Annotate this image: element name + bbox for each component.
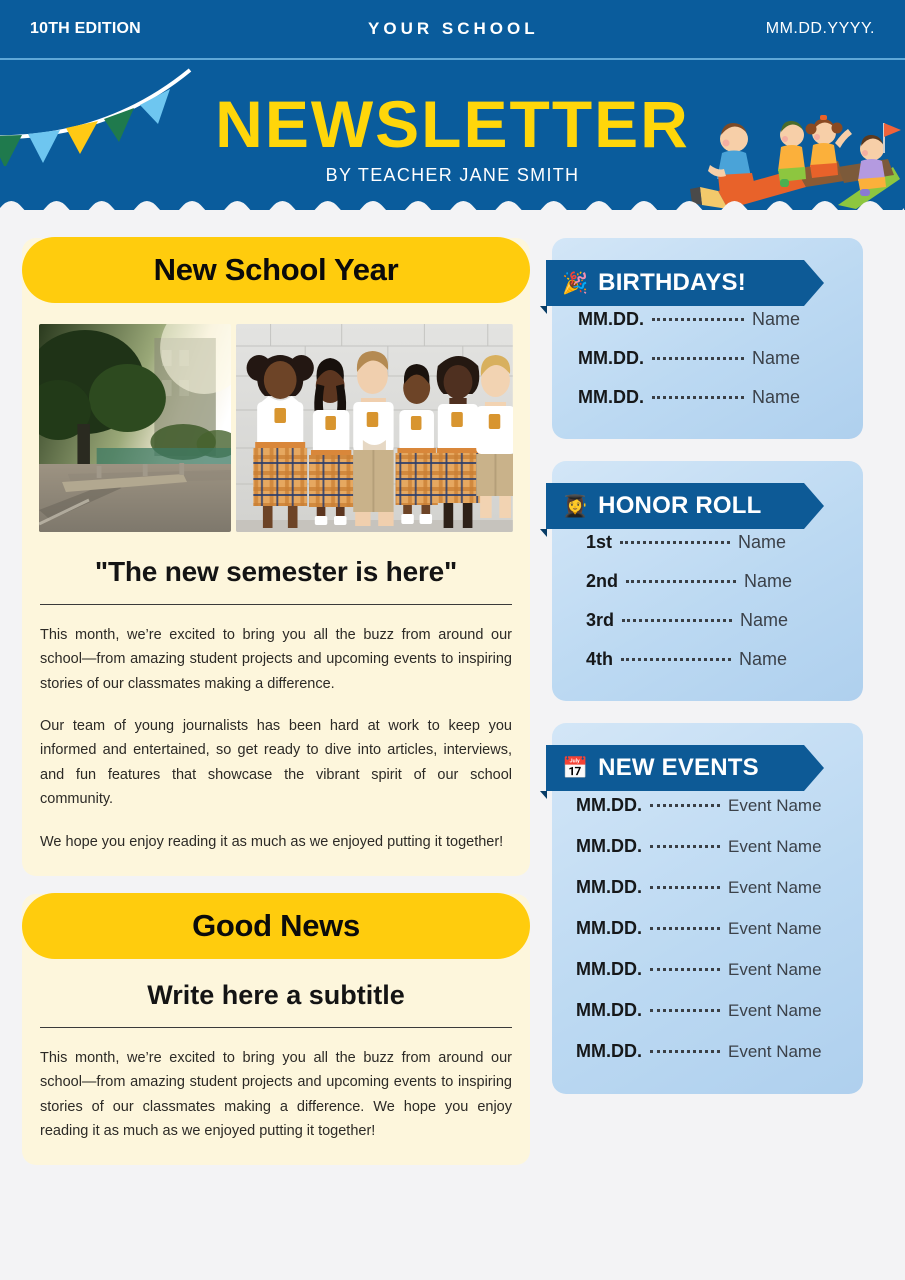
ribbon-fold-shape	[540, 529, 547, 537]
article-paragraph: Our team of young journalists has been hard at work to keep you informed and entertained, so get ready to dive into articles, interviews, and fun features that showcase the vibrant spirit of our school community.	[40, 718, 512, 808]
list-item[interactable]	[576, 908, 845, 949]
leader-dots	[650, 845, 720, 848]
newsletter-title: NEWSLETTER	[215, 86, 690, 161]
article-pill-header	[22, 237, 530, 303]
wave-divider	[0, 192, 905, 226]
article-title: Good News	[192, 907, 360, 943]
ribbon-fold-shape	[540, 791, 547, 799]
calendar-icon: 📅	[562, 756, 589, 780]
party-popper-icon: 🎉	[562, 271, 589, 295]
top-bar	[0, 0, 905, 60]
article-good-news	[22, 894, 530, 1165]
article-pill-header	[22, 893, 530, 959]
event-date: MM.DD.	[576, 918, 642, 938]
list-item[interactable]	[576, 949, 845, 990]
leader-dots	[626, 580, 736, 583]
event-date: MM.DD.	[576, 1000, 642, 1020]
leader-dots	[621, 658, 731, 661]
leader-dots	[650, 804, 720, 807]
birthday-date: MM.DD.	[578, 309, 644, 329]
leader-dots	[650, 886, 720, 889]
newsletter-byline: BY TEACHER JANE SMITH	[325, 164, 580, 185]
honor-roll-title: HONOR ROLL	[598, 492, 762, 519]
leader-dots	[650, 1009, 720, 1012]
leader-dots	[652, 318, 744, 321]
student-icon: 👩‍🎓	[562, 494, 589, 518]
leader-dots	[650, 927, 720, 930]
event-name: Event Name	[728, 796, 822, 815]
birthday-date: MM.DD.	[578, 387, 644, 407]
list-item[interactable]	[576, 1031, 845, 1072]
edition-label: 10TH EDITION	[30, 20, 141, 37]
honor-name: Name	[740, 610, 789, 630]
birthday-date: MM.DD.	[578, 348, 644, 368]
honor-roll-list	[552, 523, 863, 679]
event-name: Event Name	[728, 878, 822, 897]
left-column	[22, 238, 530, 1280]
new-events-title: NEW EVENTS	[598, 754, 759, 781]
honor-name: Name	[739, 649, 788, 669]
new-events-card	[552, 723, 863, 1094]
birthday-name: Name	[752, 387, 801, 407]
ribbon-arrow-shape	[804, 745, 824, 791]
honor-roll-card	[552, 461, 863, 701]
honor-rank: 4th	[586, 649, 613, 669]
list-item[interactable]	[576, 990, 845, 1031]
article-new-school-year	[22, 238, 530, 876]
ribbon-fold-shape	[540, 306, 547, 314]
schoolyard-photo	[39, 324, 231, 532]
honor-name: Name	[738, 532, 787, 552]
leader-dots	[650, 1050, 720, 1053]
honor-roll-ribbon	[546, 483, 824, 529]
event-name: Event Name	[728, 1042, 822, 1061]
right-sidebar	[552, 238, 863, 1280]
birthdays-list	[552, 300, 863, 417]
honor-name: Name	[744, 571, 793, 591]
honor-rank: 2nd	[586, 571, 619, 591]
event-name: Event Name	[728, 960, 822, 979]
ribbon-arrow-shape	[804, 260, 824, 306]
honor-rank: 3rd	[586, 610, 615, 630]
list-item[interactable]	[586, 562, 841, 601]
students-group-photo	[236, 324, 513, 532]
leader-dots	[652, 357, 744, 360]
article-headline: "The new semester is here"	[94, 556, 458, 587]
list-item[interactable]	[576, 867, 845, 908]
event-name: Event Name	[728, 919, 822, 938]
ribbon-arrow-shape	[804, 483, 824, 529]
leader-dots	[650, 968, 720, 971]
event-name: Event Name	[728, 1001, 822, 1020]
event-date: MM.DD.	[576, 877, 642, 897]
list-item[interactable]	[578, 378, 841, 417]
new-events-list	[552, 785, 863, 1072]
article-subtitle: Write here a subtitle	[147, 979, 405, 1010]
leader-dots	[622, 619, 732, 622]
school-name: YOUR SCHOOL	[368, 19, 539, 38]
article-paragraph: This month, we’re excited to bring you all the buzz from around our school—from amazing student projects and upcoming events to inspiring stories of our classmates making a difference. We hope you enjoy reading it as much as we enjoyed putting it together!	[40, 1049, 512, 1139]
event-date: MM.DD.	[576, 795, 642, 815]
list-item[interactable]	[586, 601, 841, 640]
list-item[interactable]	[578, 339, 841, 378]
article-title: New School Year	[153, 252, 399, 287]
birthday-name: Name	[752, 309, 801, 329]
list-item[interactable]	[576, 785, 845, 826]
issue-date: MM.DD.YYYY.	[765, 20, 875, 37]
event-date: MM.DD.	[576, 959, 642, 979]
list-item[interactable]	[576, 826, 845, 867]
article-paragraph: We hope you enjoy reading it as much as we enjoyed putting it together!	[40, 833, 504, 850]
masthead	[0, 60, 905, 210]
honor-rank: 1st	[586, 532, 613, 552]
new-events-ribbon	[546, 745, 824, 791]
leader-dots	[652, 396, 744, 399]
birthdays-title: BIRTHDAYS!	[598, 269, 746, 296]
birthdays-card	[552, 238, 863, 439]
content-area	[0, 226, 905, 1280]
event-name: Event Name	[728, 837, 822, 856]
birthdays-ribbon	[546, 260, 824, 306]
leader-dots	[620, 541, 730, 544]
birthday-name: Name	[752, 348, 801, 368]
list-item[interactable]	[586, 640, 841, 679]
event-date: MM.DD.	[576, 1041, 642, 1061]
article-photos	[22, 304, 530, 532]
article-paragraph: This month, we’re excited to bring you all the buzz from around our school—from amazing student projects and upcoming events to inspiring stories of our classmates making a difference.	[40, 627, 512, 692]
event-date: MM.DD.	[576, 836, 642, 856]
